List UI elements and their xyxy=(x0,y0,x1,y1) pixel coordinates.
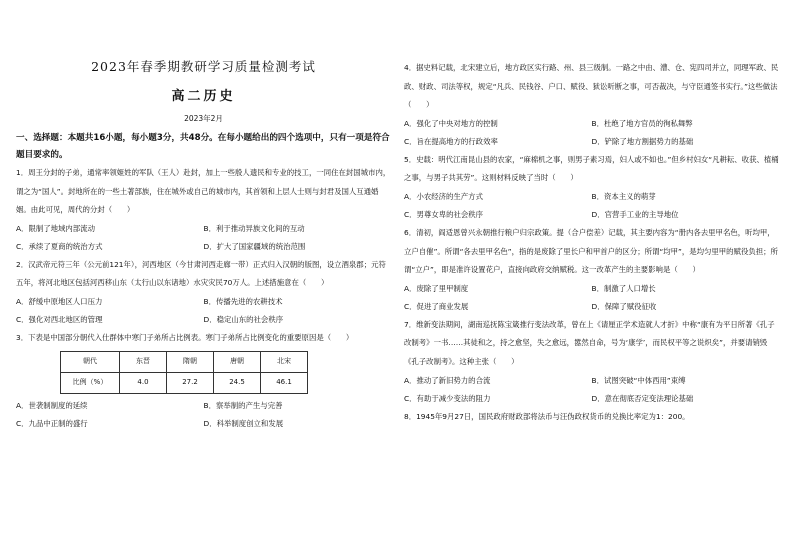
option-c[interactable]: C．承续了夏商的统治方式 xyxy=(16,241,103,251)
left-column xyxy=(16,0,391,433)
table-cell: 唐朝 xyxy=(214,351,261,372)
question-stem: 6．清初，阎适恩曾兴永朝推行粮户归宗政策。提（合户偿差）记载，其主要内容为“册内各去里甲名色，听均甲，立户自催”。所谓“各去里甲名色”，指的是废除了里长户和甲首户的区分；所谓“均甲”，是均匀里甲的赋役负担；所谓“立户”，即是准许设置花户，直接向政府交纳赋税。这一改革产生的主要影响是（ ） xyxy=(404,227,778,275)
question-stem: 5．史载：明代江南昆山县的农家，“麻棉机之事，则男子素习焉，妇人或不如也。”但乡村妇女“凡耕耘、收获、植桶之事，与男子共其劳”。这则材料反映了当时（ ） xyxy=(404,154,779,183)
options xyxy=(404,280,779,316)
question-6 xyxy=(404,224,779,316)
option-c[interactable]: C．强化对西北地区的管理 xyxy=(16,314,103,324)
question-stem: 2．汉武帝元符三年（公元前121年），河西地区（今甘肃河西走廊一带）正式归入汉朝的版图，设立酒泉郡；元符五年，将河北地区包括河西移山东（太行山以东诸地）水灾灾民70万人。上述措施意在（ ） xyxy=(16,259,386,288)
table-header-row xyxy=(61,351,308,372)
option-a[interactable]: A．舒缓中原地区人口压力 xyxy=(16,296,103,306)
exam-subtitle: 高二历史 xyxy=(171,89,236,104)
option-b[interactable]: B．试图突破“中体西用”束缚 xyxy=(591,375,686,385)
table-cell: 4.0 xyxy=(120,372,167,393)
option-c[interactable]: C．有助于减少变法的阻力 xyxy=(404,393,491,403)
option-b[interactable]: B．利于推动异族文化间的互动 xyxy=(203,223,305,233)
option-d[interactable]: D．官营手工业的主导地位 xyxy=(591,209,679,219)
option-c[interactable]: C．男尊女卑的社会秩序 xyxy=(404,209,484,219)
option-a[interactable]: A．废除了里甲制度 xyxy=(404,283,469,293)
table-row xyxy=(61,372,308,393)
option-d[interactable]: D．科举制度创立和发展 xyxy=(203,418,284,428)
option-c[interactable]: C．旨在提高地方的行政效率 xyxy=(404,136,498,146)
question-3 xyxy=(16,329,391,433)
option-a[interactable]: A．小农经济的生产方式 xyxy=(404,191,483,201)
option-d[interactable]: D．意在彻底否定变法理论基础 xyxy=(591,393,694,403)
option-a[interactable]: A．强化了中央对地方的控制 xyxy=(404,118,498,128)
option-a[interactable]: A．推动了新旧势力的合流 xyxy=(404,375,491,385)
option-d[interactable]: D．保障了赋役征收 xyxy=(591,301,657,311)
exam-date: 2023年2月 xyxy=(184,114,223,123)
question-stem: 3．下表是中国部分朝代入仕群体中寒门子弟所占比例表。寒门子弟所占比例变化的重要原因是（ ） xyxy=(16,332,354,342)
table-cell: 北宋 xyxy=(261,351,308,372)
options xyxy=(404,115,779,151)
option-a[interactable]: A．限制了地域内部流动 xyxy=(16,223,95,233)
option-d[interactable]: D．铲除了地方割据势力的基础 xyxy=(591,136,694,146)
section-heading: 一、选择题：本题共16小题，每小题3分，共48分。在每小题给出的四个选项中，只有一项是符合题目要求的。 xyxy=(16,133,390,160)
question-stem: 7．维新变法期间，湖南巡抚陈宝箴推行变法改革，曾在上《请厘正学术造就人才折》中称“康有为平日所著《孔子改制考》一书……其徒和之，持之愈坚，失之愈远，嚣然自命，号为‘康学’，而民权平等之说炽矣”，并要请销毁《孔子改制考》。这种主张（ ） xyxy=(404,319,775,366)
table-cell: 46.1 xyxy=(261,372,308,393)
options xyxy=(16,397,391,433)
question-stem: 8．1945年9月27日，国民政府财政部将法币与汪伪政权货币的兑换比率定为1：200。 xyxy=(404,411,690,421)
option-c[interactable]: C．九品中正制的盛行 xyxy=(16,418,88,428)
option-b[interactable]: B．资本主义的萌芽 xyxy=(591,191,656,201)
question-8 xyxy=(404,408,779,427)
question-stem: 1．周王分封的子弟，通常率领姬姓的军队（王人）赴封，加上一些殷人遗民和专业的技工，一同住在封国城市内，谓之为“国人”。封地所在的一些土著部族，住在城外或自己的城市内，其首领和上层人士则与封君及国人互通婚姻。由此可见，周代的分封（ ） xyxy=(16,168,391,215)
options xyxy=(404,372,779,408)
table-cell: 东晋 xyxy=(120,351,167,372)
option-b[interactable]: B．制激了人口增长 xyxy=(591,283,656,293)
option-b[interactable]: B．传播先进的农耕技术 xyxy=(203,296,283,306)
option-d[interactable]: D．稳定山东的社会秩序 xyxy=(203,314,284,324)
option-c[interactable]: C．促进了商业发展 xyxy=(404,301,469,311)
options xyxy=(16,293,391,329)
table-cell: 27.2 xyxy=(167,372,214,393)
table-cell: 24.5 xyxy=(214,372,261,393)
option-a[interactable]: A．世袭制制度的延续 xyxy=(16,400,88,410)
question-2 xyxy=(16,256,391,329)
table-cell: 隋朝 xyxy=(167,351,214,372)
option-d[interactable]: D．扩大了国家疆域的统治范围 xyxy=(203,241,306,251)
question-1 xyxy=(16,164,391,256)
exam-title: 2023年春季期教研学习质量检测考试 xyxy=(91,59,316,74)
options xyxy=(16,220,391,256)
question-5 xyxy=(404,151,779,224)
table-cell: 比例（%） xyxy=(61,372,120,393)
option-b[interactable]: B．杜绝了地方官员的徇私舞弊 xyxy=(591,118,693,128)
question-stem: 4．据史料记载，北宋建立后，地方政区实行路、州、县三级制。一路之中由、漕、仓、宪四司并立，同理军政、民政、财政、司法等权，规定“凡兵、民钱谷、户口、赋役、狱讼听断之事，可否裁决，与守臣通签书实行。”这些做法（ ） xyxy=(404,63,779,110)
right-column xyxy=(404,0,779,426)
question-7 xyxy=(404,316,779,408)
options xyxy=(404,188,779,224)
option-b[interactable]: B．察举制的产生与完善 xyxy=(203,400,283,410)
table-cell: 朝代 xyxy=(61,351,120,372)
ratio-table xyxy=(60,351,308,394)
question-4 xyxy=(404,59,779,151)
